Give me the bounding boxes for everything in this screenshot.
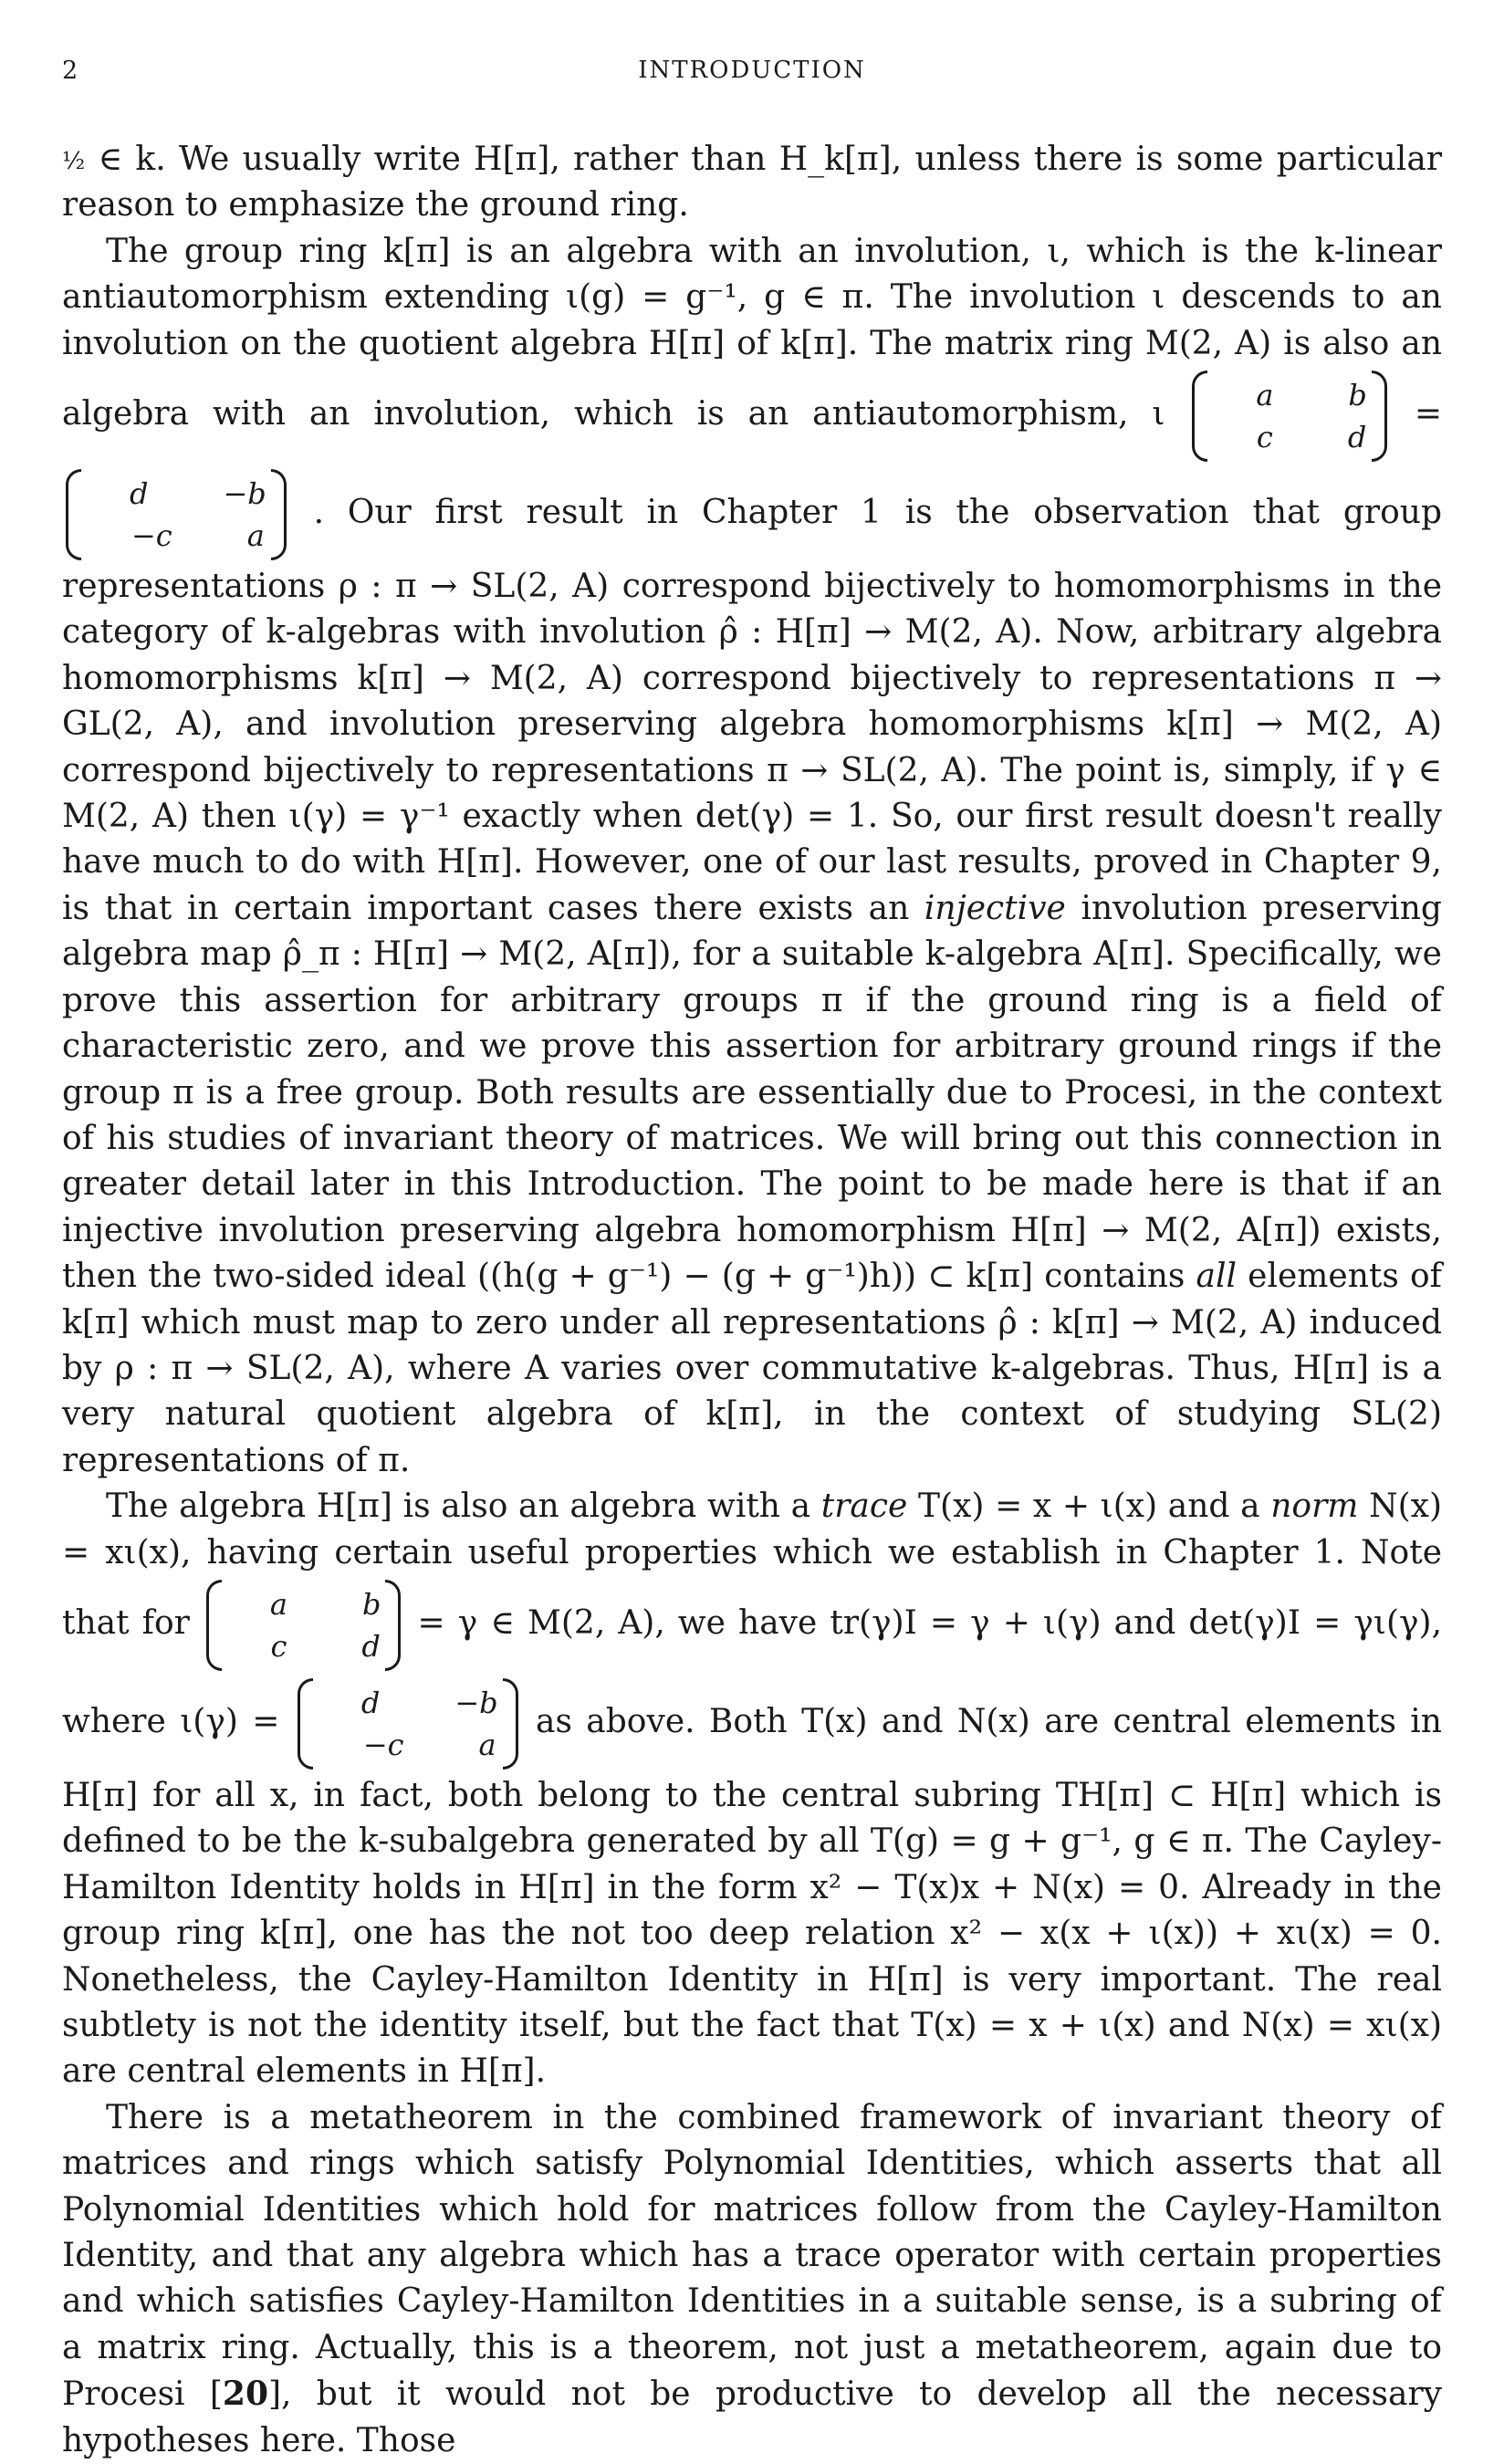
- emphasis-all: all: [1196, 1258, 1238, 1296]
- matrix-entry: b: [1348, 378, 1367, 413]
- matrix-entry: −c: [362, 1727, 404, 1762]
- emphasis-injective: injective: [924, 889, 1066, 927]
- paragraph-4: [62, 2095, 1442, 2464]
- paragraph-3-text-d: = γ ∈ M(2, A), we have tr(γ)I = γ + ι(γ) and det(γ)I = γι(γ), where ι(γ) =: [62, 1603, 1443, 1740]
- matrix-entry: a: [269, 1586, 287, 1622]
- matrix-abcd: [1192, 371, 1387, 462]
- matrix-adjugate: [298, 1678, 518, 1770]
- paragraph-4-text-b: ], but it would not be productive to develop all the necessary hypotheses here. Those: [62, 2375, 1442, 2459]
- matrix-entry: −b: [454, 1685, 498, 1720]
- body-text: [62, 137, 1442, 2464]
- matrix-entry: a: [1256, 378, 1274, 413]
- citation-number: 20: [222, 2375, 269, 2414]
- page-number: 2: [62, 57, 78, 85]
- matrix-entry: a: [246, 518, 265, 554]
- paragraph-2-text-d: elements of k[π] which must map to zero under all representations ρ̂ : k[π] → M(2, A) induced by ρ : π → SL(2, A), where A varies over commutative k-algebras. Thus, H[π] is a very natural quotient algebra of k[π], in the context of studying SL(2) representations of π.: [62, 1258, 1442, 1479]
- matrix-entry: d: [1347, 420, 1367, 455]
- paragraph-3-text-c: N(x) = xι(x), having certain useful properties which we establish in Chapter 1. Note that for: [62, 1488, 1443, 1642]
- matrix-entry: −c: [131, 518, 172, 554]
- matrix-entry: d: [361, 1628, 381, 1664]
- equals-sign: =: [1414, 395, 1442, 433]
- matrix-entry: b: [361, 1586, 381, 1622]
- paragraph-2-text-b: . Our first result in Chapter 1 is the observation that group representations ρ : π → SL(2, A) correspond bijectively to homomorphisms in the category of k-algebras with involution ρ̂ : H[π] → M(2, A). Now, arbitrary algebra homomorphisms k[π] → M(2, A) correspond bijectively to representations π → GL(2, A), and involution preserving algebra homomorphisms k[π] → M(2, A) correspond bijectively to representations π → SL(2, A). The point is, simply, if γ ∈ M(2, A) then ι(γ) = γ⁻¹ exactly when det(γ) = 1. So, our first result doesn't really have much to do with H[π]. However, one of our last results, proved in Chapter 9, is that in certain important cases there exists an: [62, 494, 1442, 927]
- paragraph-2-text-a: The group ring k[π] is an algebra with an involution, ι, which is the k-linear antiautomorphism extending ι(g) = g⁻¹, g ∈ π. The involution ι descends to an involution on the quotient algebra H[π] of k[π]. The matrix ring M(2, A) is also an algebra with an involution, which is an antiautomorphism, ι: [62, 232, 1442, 433]
- paragraph-2-text-c: involution preserving algebra map ρ̂_π : H[π] → M(2, A[π]), for a suitable k-algebra A[π]. Specifically, we prove this assertion for arbitrary groups π if the ground ring is a field of characteristic zero, and we prove this assertion for arbitrary ground rings if the group π is a free group. Both results are essentially due to Procesi, in the context of his studies of invariant theory of matrices. We will bring out this connection in greater detail later in this Introduction. The point to be made here is that if an injective involution preserving algebra homomorphism H[π] → M(2, A[π]) exists, then the two-sided ideal ((h(g + g⁻¹) − (g + g⁻¹)h)) ⊂ k[π] contains: [62, 889, 1442, 1296]
- emphasis-trace: trace: [820, 1488, 908, 1526]
- paragraph-3-text-a: The algebra H[π] is also an algebra with a: [106, 1488, 811, 1526]
- page-header: [62, 57, 1442, 93]
- matrix-entry: a: [478, 1727, 496, 1762]
- paragraph-3-text-e: as above. Both T(x) and N(x) are central elements in H[π] for all x, in fact, both belong to the central subring TH[π] ⊂ H[π] which is defined to be the k-subalgebra generated by all T(g) = g + g⁻¹, g ∈ π. The Cayley-Hamilton Identity holds in H[π] in the form x² − T(x)x + N(x) = 0. Already in the group ring k[π], one has the not too deep relation x² − x(x + ι(x)) + xι(x) = 0. Nonetheless, the Cayley-Hamilton Identity in H[π] is very important. The real subtlety is not the identity itself, but the fact that T(x) = x + ι(x) and N(x) = xι(x) are central elements in H[π].: [62, 1702, 1442, 2091]
- matrix-entry: d: [130, 476, 149, 512]
- paragraph-2: [62, 229, 1442, 1484]
- matrix-entry: c: [270, 1628, 287, 1664]
- running-head: INTRODUCTION: [638, 57, 866, 84]
- matrix-abcd: [206, 1580, 402, 1671]
- matrix-entry: −b: [223, 476, 266, 512]
- matrix-entry: c: [1256, 420, 1273, 455]
- paragraph-4-text-a: There is a metatheorem in the combined framework of invariant theory of matrices and rings which satisfy Polynomial Identities, which asserts that all Polynomial Identities which hold for matrices follow from the Cayley-Hamilton Identity, and that any algebra which has a trace operator with certain properties and which satisfies Cayley-Hamilton Identities in a suitable sense, is a subring of a matrix ring. Actually, this is a theorem, not just a metatheorem, again due to Procesi [: [62, 2098, 1442, 2414]
- paragraph-3-text-b: T(x) = x + ι(x) and a: [918, 1488, 1260, 1526]
- paragraph-1-text: ∈ k. We usually write H[π], rather than H_k[π], unless there is some particular reason to emphasize the ground ring.: [62, 141, 1442, 224]
- matrix-entry: d: [360, 1685, 381, 1720]
- emphasis-norm: norm: [1270, 1488, 1359, 1526]
- paragraph-1: [62, 137, 1442, 229]
- fraction-one-half: ½: [62, 148, 86, 175]
- matrix-adjugate: [66, 469, 287, 560]
- paragraph-3: [62, 1484, 1442, 2095]
